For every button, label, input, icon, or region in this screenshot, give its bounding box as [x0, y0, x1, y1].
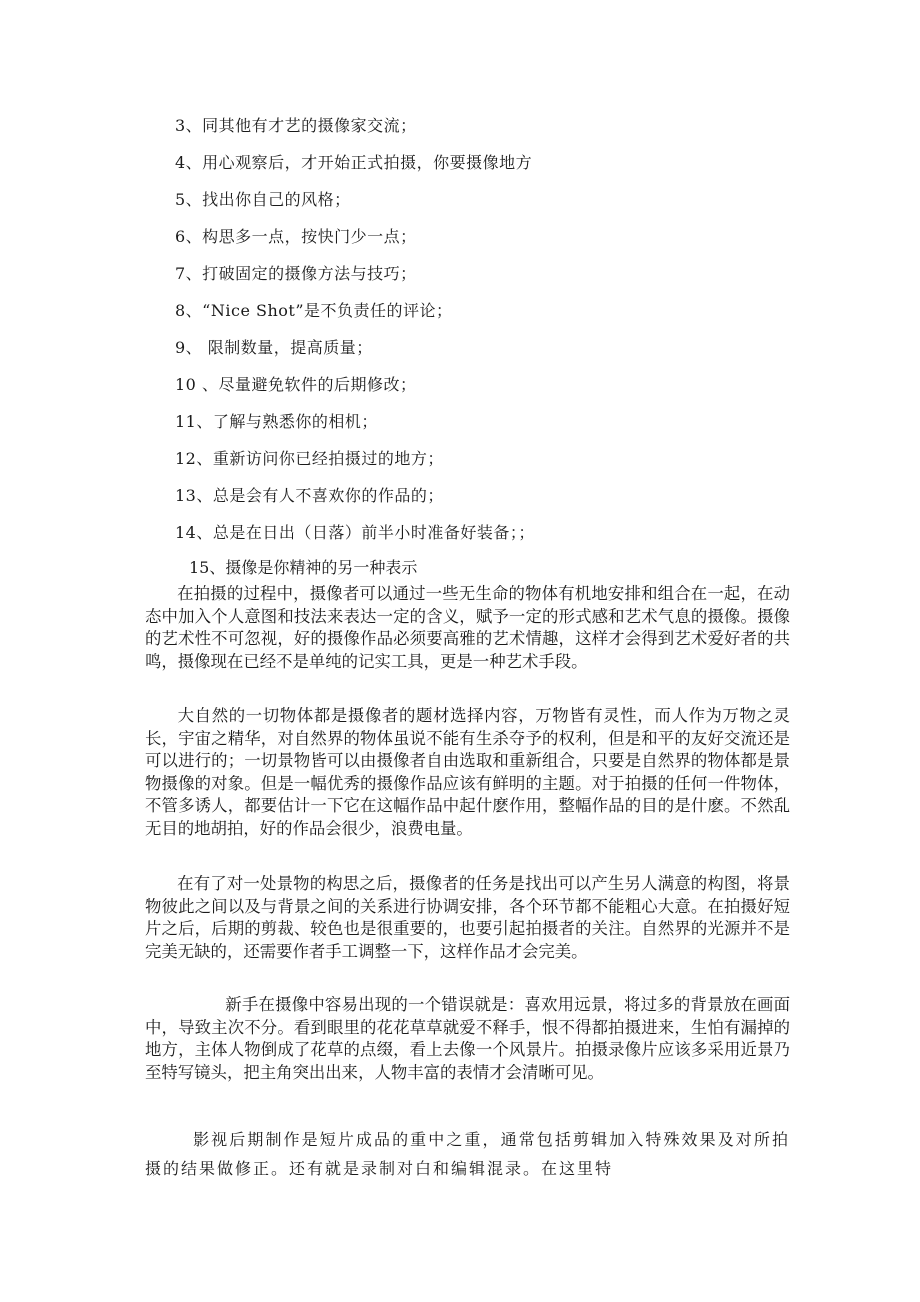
list-item-13: 13、总是会有人不喜欢你的作品的； — [175, 486, 444, 505]
list-item-11: 11、了解与熟悉你的相机； — [175, 412, 378, 431]
list-item-7: 7、打破固定的摄像方法与技巧； — [175, 264, 417, 283]
list-item-8: 8、“Nice Shot”是不负责任的评论； — [175, 301, 453, 320]
paragraph-post-production: 影视后期制作是短片成品的重中之重，通常包括剪辑加入特殊效果及对所拍摄的结果做修正。还有就是录制对白和编辑混录。在这里特 — [145, 1130, 790, 1178]
list-item-5: 5、找出你自己的风格； — [175, 190, 351, 209]
list-item-15: 15、摄像是你精神的另一种表示 — [189, 558, 418, 577]
paragraph-beginner-mistake: 新手在摄像中容易出现的一个错误就是：喜欢用远景，将过多的背景放在画面中，导致主次不分。看到眼里的花花草草就爱不释手，恨不得都拍摄进来，生怕有漏掉的地方，主体人物倒成了花草的点缀，看上去像一个风景片。拍摄录像片应该多采用近景乃至特写镜头，把主角突出出来，人物丰富的表情才会清晰可见。 — [145, 995, 790, 1082]
paragraph-nature: 大自然的一切物体都是摄像者的题材选择内容，万物皆有灵性，而人作为万物之灵长，宇宙之精华，对自然界的物体虽说不能有生杀夺予的权利，但是和平的友好交流还是可以进行的；一切景物皆可以由摄像者自由选取和重新组合，只要是自然界的物体都是景物摄像的对象。但是一幅优秀的摄像作品应该有鲜明的主题。对于拍摄的任何一件物体，不管多诱人，都要估计一下它在这幅作品中起什麽作用，整幅作品的目的是什麽。不然乱无目的地胡拍，好的作品会很少，浪费电量。 — [145, 706, 790, 838]
list-item-14: 14、总是在日出（日落）前半小时准备好装备；； — [175, 523, 535, 542]
list-item-6: 6、构思多一点，按快门少一点； — [175, 227, 417, 246]
list-item-12: 12、重新访问你已经拍摄过的地方； — [175, 449, 444, 468]
paragraph-composition: 在有了对一处景物的构思之后，摄像者的任务是找出可以产生另人满意的构图，将景物彼此之间以及与背景之间的关系进行协调安排，各个环节都不能粗心大意。在拍摄好短片之后，后期的剪裁、较色也是很重要的，也要引起拍摄者的关注。自然界的光源并不是完美无缺的，还需要作者手工调整一下，这样作品才会完美。 — [145, 874, 790, 961]
list-item-4: 4、用心观察后，才开始正式拍摄，你要摄像地方 — [175, 153, 533, 172]
list-item-9: 9、 限制数量，提高质量； — [175, 338, 373, 357]
list-item-10: 10 、尽量避免软件的后期修改； — [175, 375, 417, 394]
list-item-3: 3、同其他有才艺的摄像家交流； — [175, 116, 417, 135]
paragraph-artistry: 在拍摄的过程中，摄像者可以通过一些无生命的物体有机地安排和组合在一起，在动态中加入个人意图和技法来表达一定的含义，赋予一定的形式感和艺术气息的摄像。摄像的艺术性不可忽视，好的摄像作品必须要高雅的艺术情趣，这样才会得到艺术爱好者的共鸣，摄像现在已经不是单纯的记实工具，更是一种艺术手段。 — [145, 584, 790, 671]
